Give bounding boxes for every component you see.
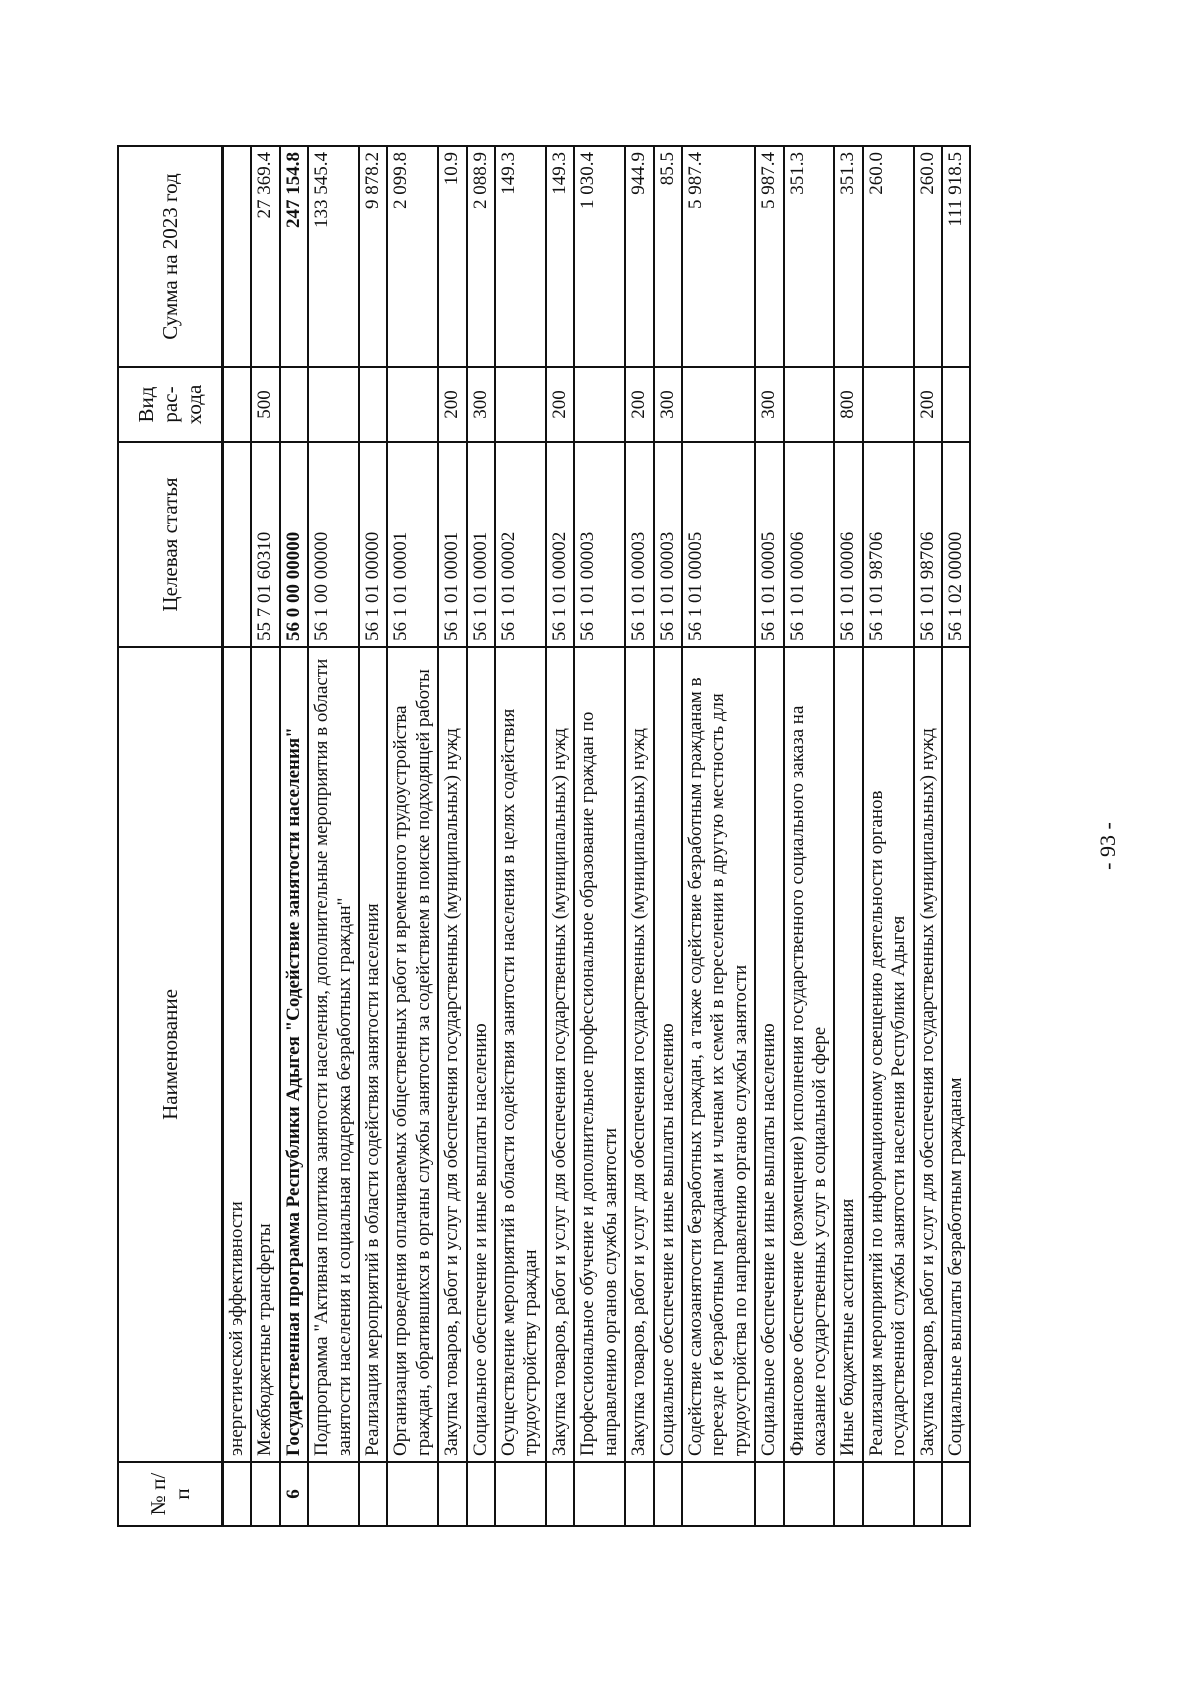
row-sum: 9 878.2 [359, 146, 387, 367]
row-number [914, 1462, 942, 1526]
table-row [308, 146, 359, 1526]
table-row [784, 146, 835, 1526]
header-code: Целевая статья [118, 442, 223, 647]
row-number [682, 1462, 755, 1526]
row-expense-type: 500 [251, 367, 279, 442]
header-expense-type: Вид рас-хода [118, 367, 223, 442]
row-code: 56 1 01 00003 [625, 442, 653, 647]
table-row [914, 146, 942, 1526]
row-code: 56 1 01 00002 [546, 442, 574, 647]
row-name: Социальные выплаты безработным гражданам [942, 647, 970, 1462]
row-code: 56 1 02 00000 [942, 442, 970, 647]
row-number [359, 1462, 387, 1526]
table-row [682, 146, 755, 1526]
row-expense-type [308, 367, 359, 442]
row-expense-type [574, 367, 625, 442]
row-number [251, 1462, 279, 1526]
row-code: 56 1 01 00001 [467, 442, 495, 647]
table-row [359, 146, 387, 1526]
row-sum: 260.0 [863, 146, 914, 367]
row-expense-type: 200 [625, 367, 653, 442]
table-row [625, 146, 653, 1526]
row-sum: 2 088.9 [467, 146, 495, 367]
table-body [223, 146, 971, 1526]
table-row [942, 146, 970, 1526]
row-expense-type [942, 367, 970, 442]
row-expense-type [863, 367, 914, 442]
row-sum: 1 030.4 [574, 146, 625, 367]
row-code: 56 0 00 00000 [280, 442, 308, 647]
row-sum: 5 987.4 [682, 146, 755, 367]
row-expense-type: 200 [546, 367, 574, 442]
row-sum: 85.5 [654, 146, 682, 367]
row-number [223, 1462, 252, 1526]
table-row [280, 146, 308, 1526]
row-sum: 351.3 [784, 146, 835, 367]
table-row [387, 146, 438, 1526]
row-name: Социальное обеспечение и иные выплаты населению [755, 647, 783, 1462]
header-sum: Сумма на 2023 год [118, 146, 223, 367]
row-sum: 5 987.4 [755, 146, 783, 367]
row-number [308, 1462, 359, 1526]
row-sum: 111 918.5 [942, 146, 970, 367]
row-expense-type [280, 367, 308, 442]
row-number [784, 1462, 835, 1526]
row-name: Социальное обеспечение и иные выплаты населению [467, 647, 495, 1462]
row-code: 56 1 01 00005 [682, 442, 755, 647]
row-sum: 133 545.4 [308, 146, 359, 367]
header-number: № п/п [118, 1462, 223, 1526]
row-number [942, 1462, 970, 1526]
row-expense-type [387, 367, 438, 442]
row-expense-type: 800 [834, 367, 862, 442]
table-row [755, 146, 783, 1526]
row-name: Подпрограмма "Активная политика занятости населения, дополнительные мероприятия в области занятости населения и социальная поддержка безработных граждан" [308, 647, 359, 1462]
row-name: Осуществление мероприятий в области содействия занятости населения в целях содействия трудоустройству граждан [495, 647, 546, 1462]
table-row [546, 146, 574, 1526]
row-number: 6 [280, 1462, 308, 1526]
table-row [467, 146, 495, 1526]
row-name: Организация проведения оплачиваемых общественных работ и временного трудоустройства граждан, обратившихся в органы службы занятости за содействием в поиске подходящей работы [387, 647, 438, 1462]
row-name: Финансовое обеспечение (возмещение) исполнения государственного социального заказа на оказание государственных услуг в социальной сфере [784, 647, 835, 1462]
row-expense-type: 200 [914, 367, 942, 442]
row-code: 56 1 01 00005 [755, 442, 783, 647]
table-row [495, 146, 546, 1526]
row-sum: 351.3 [834, 146, 862, 367]
row-expense-type [682, 367, 755, 442]
row-code: 56 1 01 00006 [834, 442, 862, 647]
row-expense-type [223, 367, 252, 442]
row-expense-type: 300 [654, 367, 682, 442]
row-code: 56 1 01 00006 [784, 442, 835, 647]
row-name: Содействие самозанятости безработных граждан, а также содействие безработным гражданам в переезде и безработным гражданам и членам их семей в переселении в другую местность для трудоустройства по направлению органов службы занятости [682, 647, 755, 1462]
row-expense-type [784, 367, 835, 442]
row-name: Межбюджетные трансферты [251, 647, 279, 1462]
row-number [863, 1462, 914, 1526]
row-number [755, 1462, 783, 1526]
row-number [546, 1462, 574, 1526]
row-sum: 260.0 [914, 146, 942, 367]
row-sum: 27 369.4 [251, 146, 279, 367]
table-row [574, 146, 625, 1526]
row-code: 56 1 01 98706 [863, 442, 914, 647]
row-name: Закупка товаров, работ и услуг для обеспечения государственных (муниципальных) нужд [914, 647, 942, 1462]
row-sum: 944.9 [625, 146, 653, 367]
row-number [625, 1462, 653, 1526]
row-code: 56 1 01 00003 [574, 442, 625, 647]
row-sum: 149.3 [546, 146, 574, 367]
row-name: Реализация мероприятий по информационному освещению деятельности органов государственной службы занятости населения Республики Адыгея [863, 647, 914, 1462]
row-code: 56 1 01 00000 [359, 442, 387, 647]
row-code: 56 1 01 00001 [438, 442, 466, 647]
table-header-row [118, 146, 223, 1526]
row-name: Социальное обеспечение и иные выплаты населению [654, 647, 682, 1462]
row-sum: 149.3 [495, 146, 546, 367]
row-code [223, 442, 252, 647]
row-name: Государственная программа Республики Адыгея "Содействие занятости населения" [280, 647, 308, 1462]
row-code: 56 1 01 00002 [495, 442, 546, 647]
row-expense-type [495, 367, 546, 442]
row-code: 56 1 01 98706 [914, 442, 942, 647]
table-row [863, 146, 914, 1526]
row-name: Закупка товаров, работ и услуг для обеспечения государственных (муниципальных) нужд [438, 647, 466, 1462]
row-name: Закупка товаров, работ и услуг для обеспечения государственных (муниципальных) нужд [546, 647, 574, 1462]
row-code: 56 1 00 00000 [308, 442, 359, 647]
row-name: Иные бюджетные ассигнования [834, 647, 862, 1462]
row-sum [223, 146, 252, 367]
row-name: энергетической эффективности [223, 647, 252, 1462]
table-row [438, 146, 466, 1526]
row-name: Реализация мероприятий в области содействия занятости населения [359, 647, 387, 1462]
row-number [467, 1462, 495, 1526]
table-row [223, 146, 252, 1526]
row-name: Закупка товаров, работ и услуг для обеспечения государственных (муниципальных) нужд [625, 647, 653, 1462]
row-sum: 2 099.8 [387, 146, 438, 367]
row-expense-type [359, 367, 387, 442]
row-name: Профессиональное обучение и дополнительное профессиональное образование граждан по направлению органов службы занятости [574, 647, 625, 1462]
table-row [251, 146, 279, 1526]
row-number [834, 1462, 862, 1526]
row-code: 55 7 01 60310 [251, 442, 279, 647]
row-expense-type: 300 [467, 367, 495, 442]
row-number [654, 1462, 682, 1526]
row-number [574, 1462, 625, 1526]
row-sum: 10.9 [438, 146, 466, 367]
row-number [495, 1462, 546, 1526]
row-expense-type: 300 [755, 367, 783, 442]
budget-table [117, 145, 971, 1527]
page-number: - 93 - [1095, 822, 1120, 870]
row-number [387, 1462, 438, 1526]
row-code: 56 1 01 00001 [387, 442, 438, 647]
header-name: Наименование [118, 647, 223, 1462]
row-sum: 247 154.8 [280, 146, 308, 367]
table-row [834, 146, 862, 1526]
table-row [654, 146, 682, 1526]
row-expense-type: 200 [438, 367, 466, 442]
row-number [438, 1462, 466, 1526]
row-code: 56 1 01 00003 [654, 442, 682, 647]
